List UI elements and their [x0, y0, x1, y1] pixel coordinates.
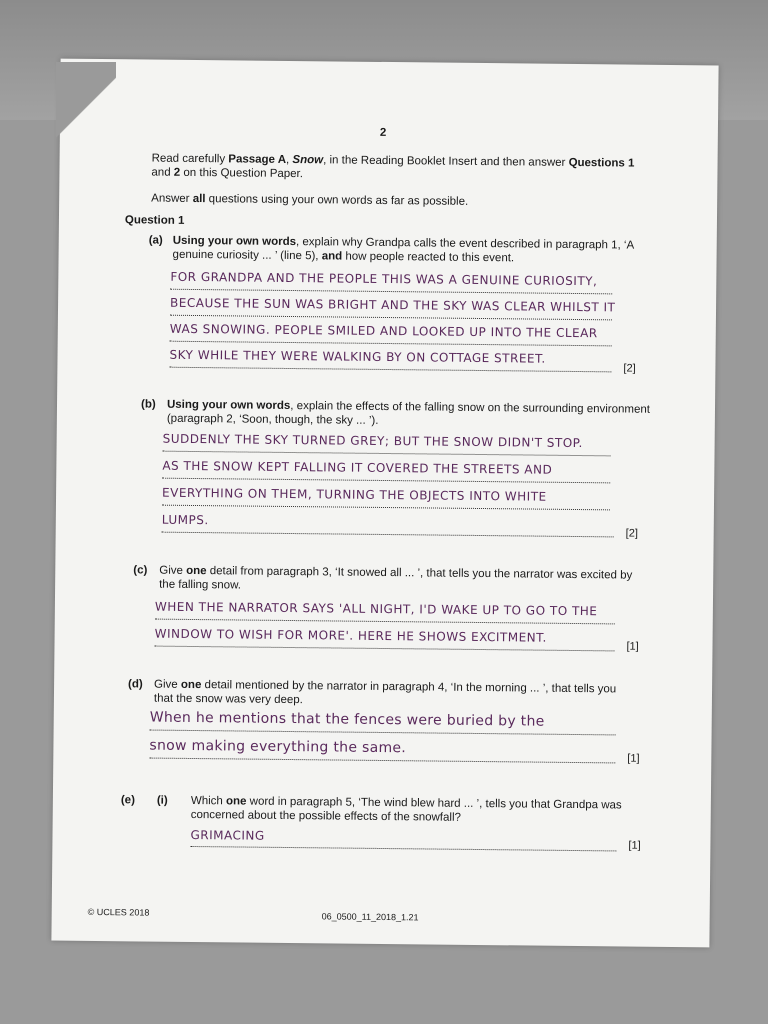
answer-a-line-2: BECAUSE THE SUN WAS BRIGHT AND THE SKY WAS CLEAR WHILST IT — [170, 295, 616, 315]
answer-b-line-3: EVERYTHING ON THEM, TURNING THE OBJECTS INTO WHITE — [162, 485, 547, 504]
answer-c-line-1: WHEN THE NARRATOR SAYS 'ALL NIGHT, I'D WAKE UP TO GO TO THE — [154, 599, 598, 619]
answer-c-rule-1 — [155, 619, 615, 625]
answer-a-rule-3 — [170, 341, 612, 347]
question-a-text: Using your own words, explain why Grandpa calls the event described in paragraph 1, ‘A genuine curiosity ... ’ (line 5), and how people reacted to this event. — [172, 234, 635, 265]
answer-b-rule-4 — [162, 532, 614, 538]
answer-a-line-4: SKY WHILE THEY WERE WALKING BY ON COTTAGE STREET. — [169, 347, 546, 366]
answer-instruction: Answer all questions using your own words as far as possible. — [151, 192, 469, 208]
answer-d-line-1: When he mentions that the fences were buried by the — [149, 709, 545, 730]
answer-e-line-1: GRIMACING — [190, 827, 265, 843]
exam-page — [51, 59, 718, 948]
question-e-text: Which one word in paragraph 5, ‘The wind blew hard ... ’, tells you that Grandpa was concerned about the possible effects of the snowfall? — [190, 794, 622, 824]
answer-d-rule-2 — [149, 758, 615, 764]
instructions: Read carefully Passage A, Snow, in the Reading Booklet Insert and then answer Questions 1 and 2 on this Question Paper. — [151, 152, 635, 181]
answer-d-line-2: snow making everything the same. — [149, 737, 407, 757]
footer-code: 06_0500_11_2018_1.21 — [321, 911, 419, 923]
answer-a-rule-4 — [169, 367, 611, 373]
footer-copyright: © UCLES 2018 — [87, 906, 150, 918]
answer-a-rule-1 — [170, 289, 612, 295]
question-e-marks: [1] — [628, 839, 641, 852]
answer-b-line-4: LUMPS. — [161, 512, 209, 528]
question-b-marks: [2] — [625, 527, 638, 540]
question-a-label: (a) — [148, 234, 163, 247]
answer-a-line-3: WAS SNOWING. PEOPLE SMILED AND LOOKED UP INTO THE CLEAR — [169, 321, 598, 341]
question-heading: Question 1 — [124, 214, 185, 227]
question-b-text: Using your own words, explain the effects of the falling snow on the surrounding environment (paragraph 2, ‘Soon, though, the sky ... ’). — [166, 398, 651, 427]
answer-c-rule-2 — [154, 646, 614, 652]
answer-a-line-1: FOR GRANDPA AND THE PEOPLE THIS WAS A GENUINE CURIOSITY, — [170, 269, 598, 289]
question-a-marks: [2] — [623, 362, 636, 375]
answer-b-rule-1 — [163, 451, 611, 457]
folded-corner-shadow — [56, 62, 116, 152]
answer-b-rule-2 — [162, 478, 610, 484]
question-b-label: (b) — [140, 398, 156, 411]
question-c-text: Give one detail from paragraph 3, ‘It snowed all ... ’, that tells you the narrator was excited by the falling snow. — [159, 564, 633, 592]
page-number: 2 — [379, 126, 387, 139]
answer-b-line-1: SUDDENLY THE SKY TURNED GREY; BUT THE SNOW DIDN'T STOP. — [162, 431, 583, 451]
answer-a-rule-2 — [170, 315, 612, 321]
answer-d-rule-1 — [150, 730, 616, 736]
question-e-label: (e) — [120, 794, 135, 807]
answer-e-rule-1 — [190, 846, 616, 851]
question-d-label: (d) — [128, 678, 143, 691]
answer-b-line-2: AS THE SNOW KEPT FALLING IT COVERED THE STREETS AND — [162, 458, 553, 477]
question-d-marks: [1] — [627, 752, 640, 765]
answer-b-rule-3 — [162, 505, 610, 511]
question-c-label: (c) — [133, 564, 148, 577]
question-c-marks: [1] — [626, 640, 639, 653]
answer-c-line-2: WINDOW TO WISH FOR MORE'. HERE HE SHOWS EXCITMENT. — [154, 626, 547, 645]
question-e-sub-label: (i) — [156, 794, 168, 807]
question-d-text: Give one detail mentioned by the narrator in paragraph 4, ‘In the morning ... ’, that tells you that the snow was very deep. — [153, 678, 617, 707]
